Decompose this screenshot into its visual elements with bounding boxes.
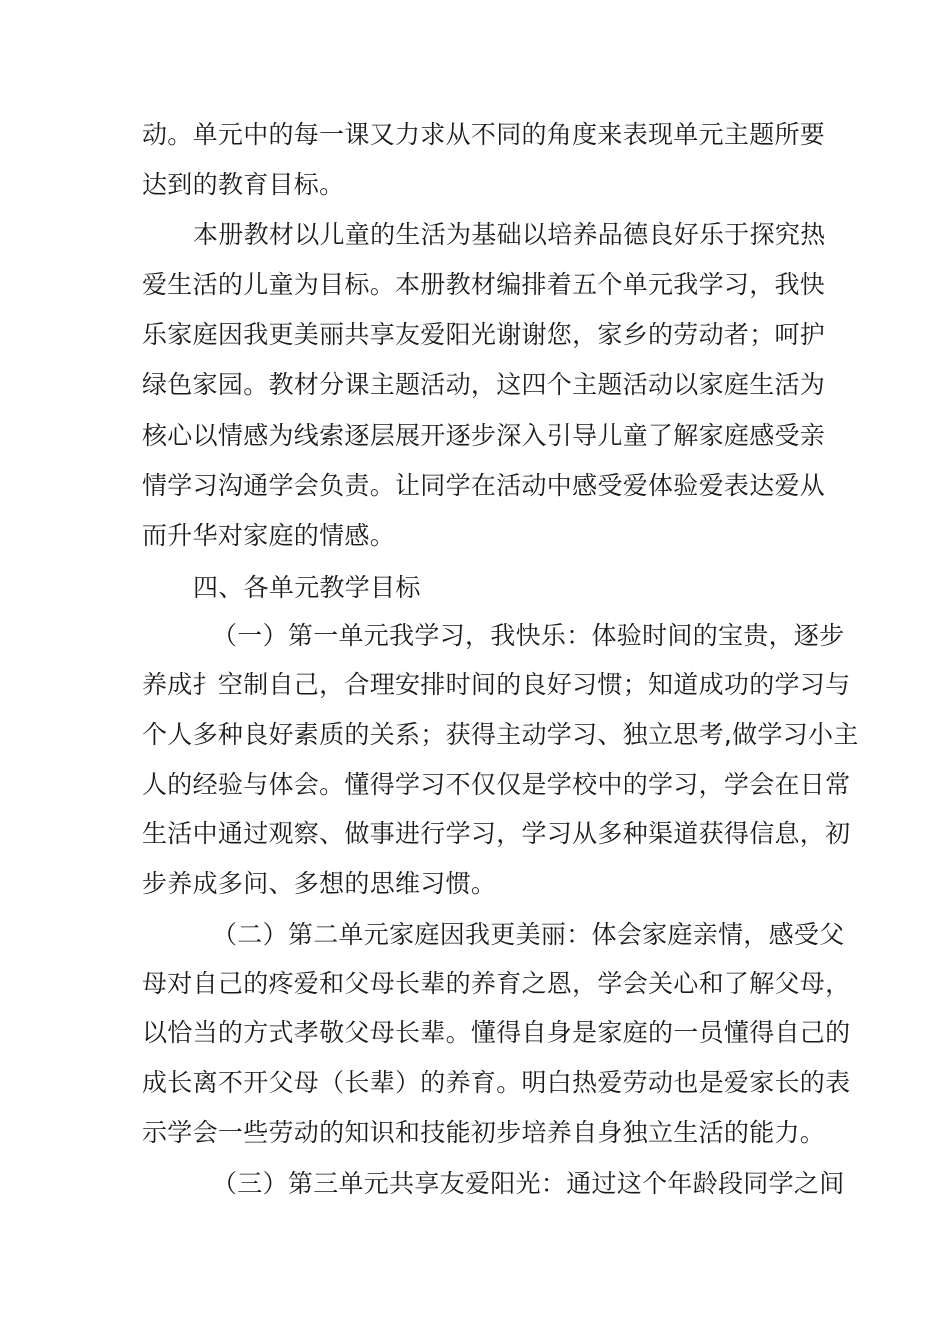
text-line: （三）第三单元共享友爱阳光：通过这个年龄段同学之间 <box>212 1169 845 1198</box>
text-line: （一）第一单元我学习，我快乐：体验时间的宝贵，逐步 <box>212 621 845 650</box>
text-line: 生活中通过观察、做事进行学习，学习从多种渠道获得信息，初 <box>142 819 851 848</box>
text-line: 本册教材以儿童的生活为基础以培养品德良好乐于探究热 <box>193 220 826 249</box>
text-line: 核心以情感为线索逐层展开逐步深入引导儿童了解家庭感受亲 <box>142 421 826 450</box>
text-line: 情学习沟通学会负责。让同学在活动中感受爱体验爱表达爱从 <box>142 471 826 500</box>
section-heading: 四、各单元教学目标 <box>193 573 421 602</box>
text-line: 母对自己的疼爱和父母长辈的养育之恩，学会关心和了解父母， <box>142 969 851 998</box>
text-line: 个人多种良好素质的关系；获得主动学习、独立思考,做学习小主 <box>142 720 859 749</box>
text-line: 乐家庭因我更美丽共享友爱阳光谢谢您，家乡的劳动者；呵护 <box>142 320 826 349</box>
text-line: 以恰当的方式孝敬父母长辈。懂得自身是家庭的一员懂得自己的 <box>142 1018 851 1047</box>
text-line: 达到的教育目标。 <box>142 170 345 199</box>
text-line: 养成扌空制自己，合理安排时间的良好习惯；知道成功的学习与 <box>142 670 851 699</box>
text-line: 而升华对家庭的情感。 <box>142 521 396 550</box>
text-line: （二）第二单元家庭因我更美丽：体会家庭亲情，感受父 <box>212 920 845 949</box>
text-line: 成长离不开父母（长辈）的养育。明白热爱劳动也是爱家长的表 <box>142 1068 851 1097</box>
text-line: 步养成多问、多想的思维习惯。 <box>142 869 497 898</box>
text-line: 绿色家园。教材分课主题活动，这四个主题活动以家庭生活为 <box>142 370 826 399</box>
text-line: 爱生活的儿童为目标。本册教材编排着五个单元我学习，我快 <box>142 270 826 299</box>
text-line: 动。单元中的每一课又力求从不同的角度来表现单元主题所要 <box>142 120 826 149</box>
text-line: 人的经验与体会。懂得学习不仅仅是学校中的学习，学会在日常 <box>142 770 851 799</box>
text-line: 示学会一些劳动的知识和技能初步培养自身独立生活的能力。 <box>142 1118 826 1147</box>
